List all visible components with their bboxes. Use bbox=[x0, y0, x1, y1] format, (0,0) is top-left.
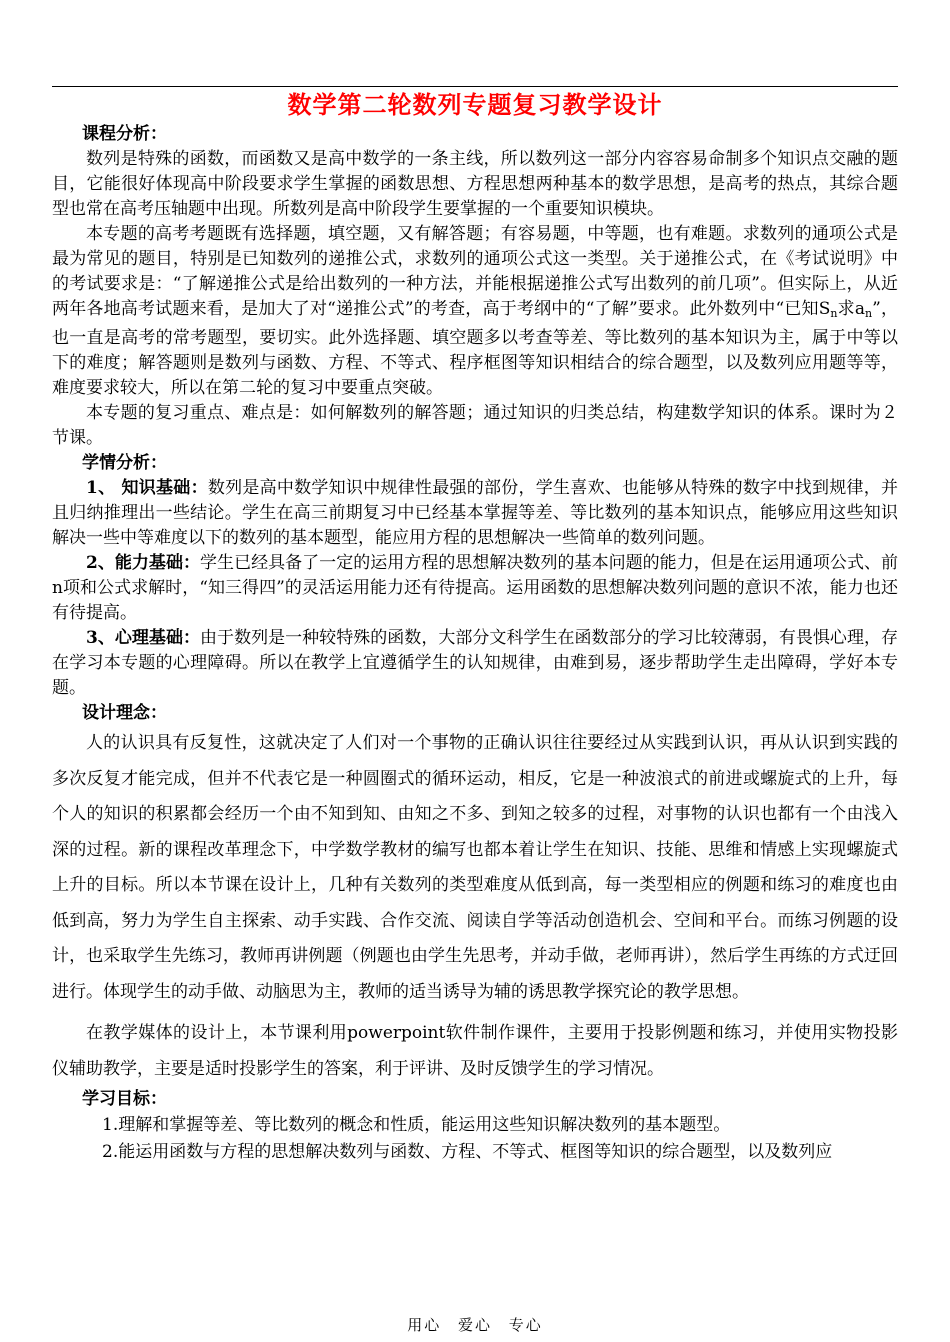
list-item bbox=[52, 626, 898, 701]
paragraph: 本专题的复习重点、难点是：如何解数列的解答题；通过知识的归类总结，构建数学知识的体系。课时为２节课。 bbox=[52, 403, 898, 448]
item-text: 学生已经具备了一定的运用方程的思想解决数列的基本问题的能力，但是在运用通项公式、前n项和公式求解时，“知三得四”的灵活运用能力还有待提高。运用函数的思想解决数列问题的意识不浓，能力也还有待提高。 bbox=[52, 553, 898, 623]
item-label: 3、心理基础： bbox=[86, 628, 201, 648]
list-item bbox=[52, 551, 898, 626]
paragraph bbox=[52, 222, 898, 401]
paragraph: 人的认识具有反复性，这就决定了人们对一个事物的正确认识往往要经过从实践到认识，再从认识到实践的多次反复才能完成，但并不代表它是一种圆圈式的循环运动，相反，它是一种波浪式的前进或螺旋式的上升，每个人的知识的积累都会经历一个由不知到知、由知之不多、到知之较多的过程，对事物的认识也都有一个由浅入深的过程。新的课程改革理念下，中学数学教材的编写也都本着让学生在知识、技能、思维和情感上实现螺旋式上升的目标。所以本节课在设计上，几种有关数列的类型难度从低到高，每一类型相应的例题和练习的难度也由低到高，努力为学生自主探索、动手实践、合作交流、阅读自学等活动创造机会、空间和平台。而练习例题的设计，也采取学生先练习，教师再讲例题（例题也由学生先思考，并动手做，老师再讲），然后学生再练的方式迂回进行。体现学生的动手做、动脑思为主，教师的适当诱导为辅的诱思教学探究论的教学思想。 bbox=[52, 733, 898, 1002]
text-run: ”，也一直是高考的常考题型，要切实。此外选择题、填空题多以考查等差、等比数列的基本知识为主，属于中等以下的难度；解答题则是数列与函数、方程、不等式、程序框图等知识相结合的综合题型，以及数列应用题等等，难度要求较大，所以在第二轮的复习中要重点突破。 bbox=[52, 299, 898, 398]
document-title: 数学第二轮数列专题复习教学设计 bbox=[287, 90, 663, 119]
text-run: 本专题的高考考题既有选择题，填空题，又有解答题；有容易题，中等题，也有难题。求数列的通项公式是最为常见的题目，特别是已知数列的递推公式，求数列的通项公式这一类型。关于递推公式，在《考试说明》中的考试要求是：“了解递推公式是给出数列的一种方法，并能根据递推公式写出数列的前几项”。但实际上，从近两年各地高考试题来看，是加大了对“递推公式”的考查，高于考纲中的“了解”要求。此外数列中“已知S bbox=[52, 224, 898, 319]
section-heading-design-concept: 设计理念： bbox=[82, 703, 167, 723]
objective-item: 1.理解和掌握等差、等比数列的概念和性质，能运用这些知识解决数列的基本题型。 bbox=[102, 1115, 731, 1135]
page-footer: 用心 爱心 专心 bbox=[407, 1316, 543, 1334]
section-heading-learning-objectives: 学习目标： bbox=[82, 1089, 167, 1109]
paragraph: 数列是特殊的函数，而函数又是高中数学的一条主线，所以数列这一部分内容容易命制多个知识点交融的题目，它能很好体现高中阶段要求学生掌握的函数思想、方程思想两种基本的数学思想，是高考的热点，其综合题型也常在高考压轴题中出现。所数列是高中阶段学生要掌握的一个重要知识模块。 bbox=[52, 149, 898, 219]
list-item bbox=[52, 476, 898, 551]
item-text: 数列是高中数学知识中规律性最强的部份，学生喜欢、也能够从特殊的数字中找到规律，并且归纳推理出一些结论。学生在高三前期复习中已经基本掌握等差、等比数列的基本知识点，能够应用这些知识解决一些中等难度以下的数列的基本题型，能应用方程的思想解决一些简单的数列问题。 bbox=[52, 478, 899, 548]
subscript: n bbox=[865, 307, 873, 320]
section-heading-student-analysis: 学情分析： bbox=[82, 453, 167, 473]
objective-item: 2.能运用函数与方程的思想解决数列与函数、方程、不等式、框图等知识的综合题型，以及数列应 bbox=[102, 1142, 833, 1162]
item-label: 2、能力基础： bbox=[86, 553, 201, 573]
text-run: 求a bbox=[837, 299, 865, 319]
subscript: n bbox=[830, 307, 838, 320]
document-body bbox=[52, 122, 898, 1166]
section-heading-course-analysis: 课程分析： bbox=[82, 124, 167, 144]
item-label: 1、 知识基础： bbox=[86, 478, 208, 498]
paragraph: 在教学媒体的设计上，本节课利用powerpoint软件制作课件，主要用于投影例题和练习，并使用实物投影仪辅助教学，主要是适时投影学生的答案，利于评讲、及时反馈学生的学习情况。 bbox=[52, 1023, 898, 1079]
item-text: 由于数列是一种较特殊的函数，大部分文科学生在函数部分的学习比较薄弱，有畏惧心理，存在学习本专题的心理障碍。所以在教学上宜遵循学生的认知规律，由难到易，逐步帮助学生走出障碍，学好本专题。 bbox=[52, 628, 898, 698]
header-rule bbox=[52, 86, 898, 87]
